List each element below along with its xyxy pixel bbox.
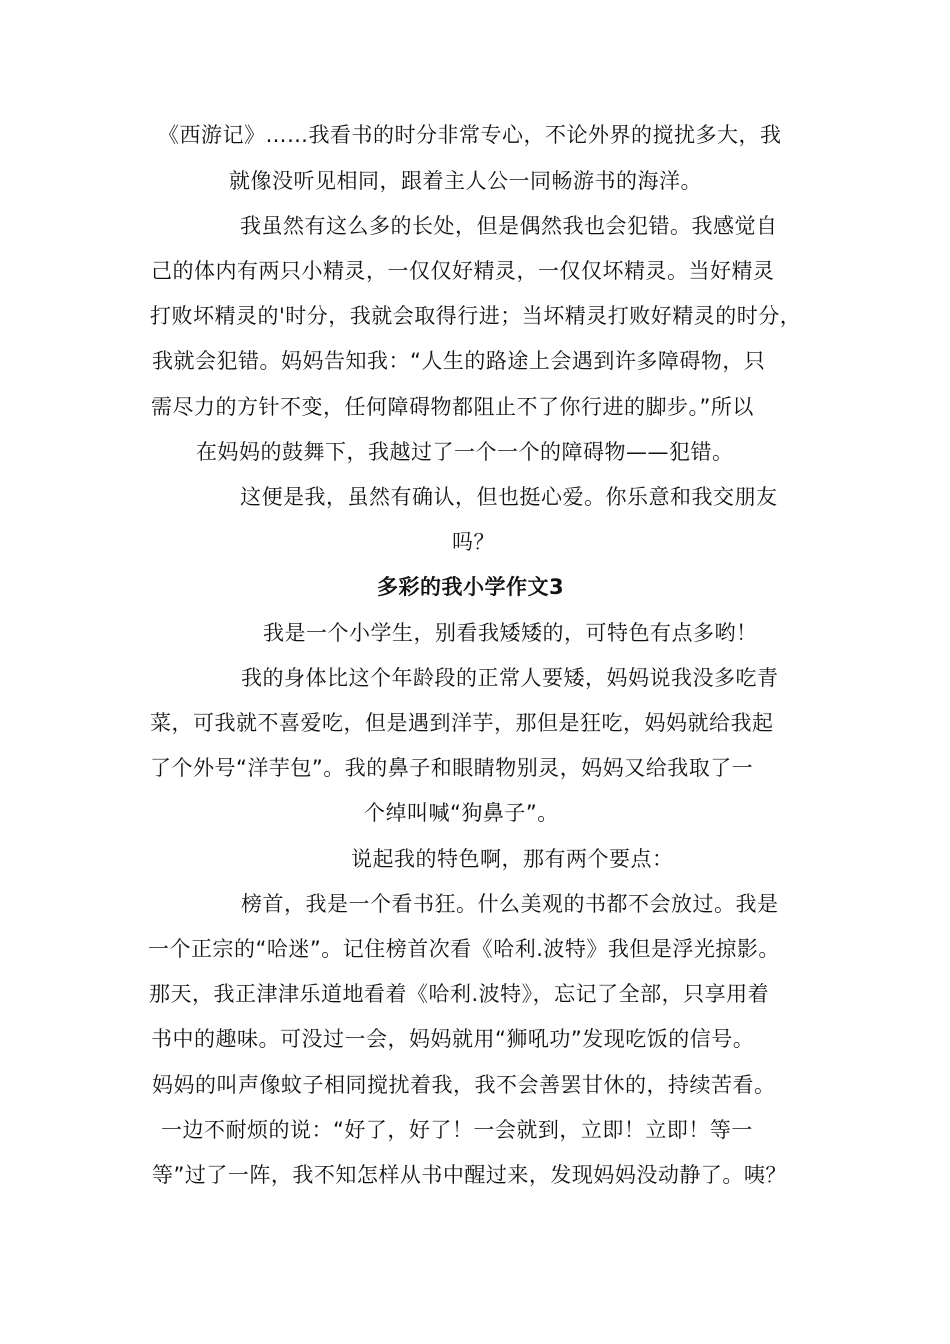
section-heading: 多彩的我小学作文3 bbox=[377, 575, 565, 599]
text-line: 说起我的特色啊，那有两个要点： bbox=[351, 847, 674, 871]
text-line: 需尽力的方针不变，任何障碍物都阻止不了你行进的脚步。”所以 bbox=[151, 395, 754, 419]
text-line: 打败坏精灵的'时分，我就会取得行进；当坏精灵打败好精灵的时分， bbox=[150, 304, 802, 328]
text-line: 我就会犯错。妈妈告知我：“人生的路途上会遇到许多障碍物，只 bbox=[152, 349, 766, 373]
text-line: 菜，可我就不喜爱吃，但是遇到洋芋，那但是狂吃，妈妈就给我起 bbox=[150, 711, 774, 735]
text-line: 那天，我正津津乐道地看着《哈利.波特》，忘记了全部，只享用着 bbox=[149, 982, 770, 1006]
text-line: 在妈妈的鼓舞下，我越过了一个一个的障碍物——犯错。 bbox=[196, 440, 734, 464]
text-line: 个绰叫喊“狗鼻子”。 bbox=[364, 801, 559, 825]
text-line: 《西游记》……我看书的时分非常专心，不论外界的搅扰多大，我 bbox=[158, 123, 782, 147]
text-line: 等”过了一阵，我不知怎样从书中醒过来，发现妈妈没动静了。咦？ bbox=[152, 1163, 787, 1187]
text-line: 就像没听见相同，跟着主人公一同畅游书的海洋。 bbox=[229, 169, 702, 193]
text-line: 我虽然有这么多的长处，但是偶然我也会犯错。我感觉自 bbox=[240, 214, 778, 238]
text-line: 这便是我，虽然有确认，但也挺心爱。你乐意和我交朋友 bbox=[240, 485, 778, 509]
text-line: 一边不耐烦的说：“好了，好了！一会就到，立即！立即！等一 bbox=[161, 1118, 753, 1142]
text-line: 己的体内有两只小精灵，一仅仅好精灵，一仅仅坏精灵。当好精灵 bbox=[151, 259, 775, 283]
text-line: 了个外号“洋芋包”。我的鼻子和眼睛物别灵，妈妈又给我取了一 bbox=[150, 756, 754, 780]
text-line: 吗？ bbox=[452, 530, 495, 554]
text-line: 一个正宗的“哈迷”。记住榜首次看《哈利.波特》我但是浮光掠影。 bbox=[148, 937, 780, 961]
text-line: 书中的趣味。可没过一会，妈妈就用“狮吼功”发现吃饭的信号。 bbox=[151, 1027, 755, 1051]
text-line: 我的身体比这个年龄段的正常人要矮，妈妈说我没多吃青 bbox=[241, 666, 779, 690]
text-line: 妈妈的叫声像蚊子相同搅扰着我，我不会善罢甘休的，持续苦看。 bbox=[152, 1073, 776, 1097]
text-line: 我是一个小学生，别看我矮矮的，可特色有点多哟！ bbox=[263, 621, 758, 645]
text-line: 榜首，我是一个看书狂。什么美观的书都不会放过。我是 bbox=[241, 892, 779, 916]
